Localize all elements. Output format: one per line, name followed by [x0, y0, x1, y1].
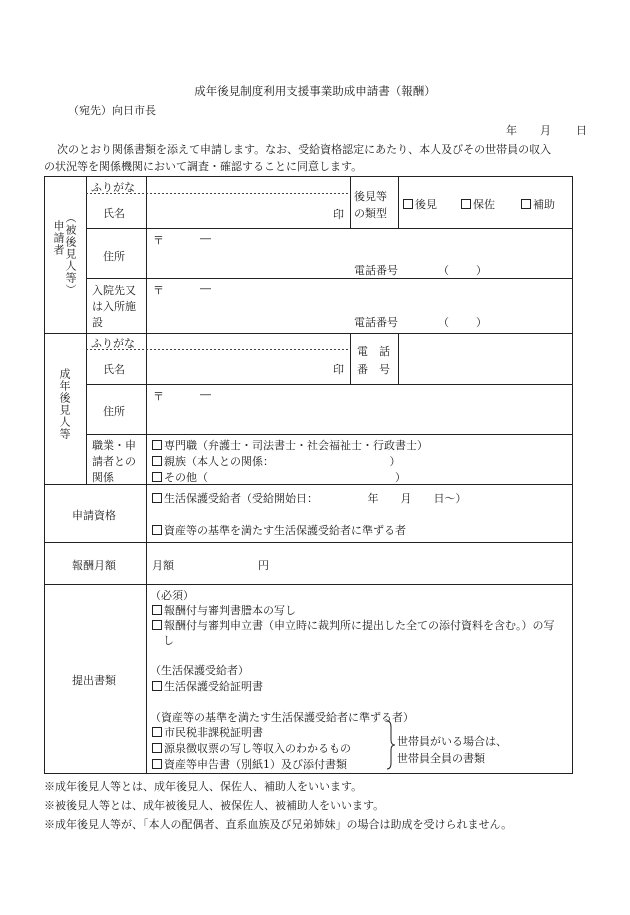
intro-line-2: の状況等を関係機関において調査・確認することに同意します。: [44, 160, 363, 173]
relation-label-1: 職業・申: [92, 439, 136, 452]
documents-equiv-item-3[interactable]: 資産等申告書（別紙1）及び添付書類: [152, 756, 347, 772]
guardian-postal-mark: 〒: [153, 390, 164, 403]
facility-label-1: 入院先又: [92, 284, 136, 297]
qualification-label: 申請資格: [72, 509, 116, 522]
checkbox[interactable]: [152, 759, 162, 769]
documents-required-item-1[interactable]: 報酬付与審判書謄本の写し: [152, 602, 296, 618]
relation-option-relative[interactable]: 親族（本人との関係： ）: [152, 453, 401, 469]
facility-label-3: 設: [92, 316, 103, 329]
facility-phone-label: 電話番号: [354, 316, 398, 329]
applicant-seal: 印: [333, 208, 344, 221]
checkbox[interactable]: [152, 493, 162, 503]
documents-required-heading: （必須）: [150, 589, 194, 602]
checkbox[interactable]: [152, 456, 162, 466]
documents-equiv-item-2[interactable]: 源泉徴収票の写し等収入のわかるもの: [152, 740, 351, 756]
guardian-furigana-label: ふりがな: [91, 337, 135, 350]
applicant-side-sub: （被後見人等）: [64, 212, 77, 296]
checkbox[interactable]: [152, 743, 162, 753]
fee-label: 報酬月額: [72, 559, 116, 572]
page-title: 成年後見制度利用支援事業助成申請書（報酬）: [194, 84, 436, 98]
applicant-side-label: 申請者: [52, 220, 65, 256]
facility-postal-mark: 〒: [153, 284, 164, 297]
relation-label-2: 請者との: [92, 455, 136, 468]
qualification-option-equivalent[interactable]: 資産等の基準を満たす生活保護受給者に準ずる者: [152, 522, 406, 538]
checkbox[interactable]: [152, 620, 162, 630]
category-label-2: の類型: [354, 207, 387, 220]
date-year: 年: [506, 124, 517, 137]
footnote-2: ※被後見人等とは、成年被後見人、被保佐人、被補助人をいいます。: [44, 799, 385, 812]
facility-postal-dash: ―: [200, 282, 211, 295]
category-option-guardian[interactable]: 後見: [403, 196, 437, 212]
facility-phone-close: ）: [476, 316, 487, 329]
relation-option-professional[interactable]: 専門職（弁護士・司法書士・社会福祉士・行政書士）: [152, 437, 428, 453]
category-label-1: 後見等: [354, 190, 387, 203]
fee-prefix: 月額: [152, 559, 174, 572]
guardian-phone-label-2: 番 号: [357, 363, 390, 376]
facility-label-2: は入所施: [92, 300, 136, 313]
relation-option-other[interactable]: その他（ ）: [152, 469, 406, 485]
documents-equiv-note-1: 世帯員がいる場合は、: [397, 735, 507, 748]
applicant-postal-dash: ―: [200, 232, 211, 245]
addressee: （宛先）向日市長: [68, 104, 156, 117]
documents-label: 提出書類: [72, 674, 116, 687]
documents-required-item-2[interactable]: 報酬付与審判申立書（申立時に裁判所に提出した全ての添付資料を含む。）の写: [152, 617, 555, 633]
guardian-seal: 印: [333, 363, 344, 376]
documents-welfare-item-1[interactable]: 生活保護受給証明書: [152, 678, 263, 694]
checkbox[interactable]: [403, 199, 413, 209]
applicant-postal-mark: 〒: [153, 234, 164, 247]
checkbox[interactable]: [521, 199, 531, 209]
applicant-furigana-label: ふりがな: [91, 181, 135, 194]
applicant-phone-label: 電話番号: [354, 264, 398, 277]
checkbox[interactable]: [152, 440, 162, 450]
checkbox[interactable]: [152, 605, 162, 615]
qualification-option-welfare[interactable]: 生活保護受給者（受給開始日： 年 月 日～）: [152, 490, 467, 506]
guardian-address-label: 住所: [103, 405, 125, 418]
documents-equiv-heading: （資産等の基準を満たす生活保護受給者に準ずる者）: [150, 711, 414, 724]
footnote-1: ※成年後見人等とは、成年後見人、保佐人、補助人をいいます。: [44, 780, 363, 793]
applicant-phone-close: ）: [476, 264, 487, 277]
applicant-name-label: 氏名: [103, 207, 125, 220]
footnote-3: ※成年後見人等が、「本人の配偶者、直系血族及び兄弟姉妹」の場合は助成を受けられません。: [44, 818, 513, 831]
checkbox[interactable]: [152, 681, 162, 691]
category-option-curator[interactable]: 保佐: [461, 196, 495, 212]
guardian-side-label: 成年後見人等: [58, 368, 71, 440]
intro-line-1: 次のとおり関係書類を添えて申請します。なお、受給資格認定にあたり、本人及びその世帯員の収入: [57, 143, 552, 156]
relation-label-3: 関係: [92, 471, 114, 484]
applicant-address-label: 住所: [103, 250, 125, 263]
date-day: 日: [576, 124, 587, 137]
category-option-assistant[interactable]: 補助: [521, 196, 555, 212]
checkbox[interactable]: [152, 727, 162, 737]
applicant-phone-open: （: [438, 264, 449, 277]
facility-phone-open: （: [438, 316, 449, 329]
checkbox[interactable]: [461, 199, 471, 209]
documents-equiv-item-1[interactable]: 市民税非課税証明書: [152, 724, 263, 740]
guardian-name-label: 氏名: [103, 363, 125, 376]
documents-required-item-2-cont: し: [163, 634, 174, 647]
checkbox[interactable]: [152, 472, 162, 482]
checkbox[interactable]: [152, 525, 162, 535]
documents-welfare-heading: （生活保護受給者）: [150, 664, 249, 677]
documents-equiv-note-2: 世帯員全員の書類: [397, 752, 485, 765]
date-month: 月: [540, 124, 551, 137]
guardian-postal-dash: ―: [200, 388, 211, 401]
guardian-phone-label-1: 電 話: [357, 345, 390, 358]
fee-unit: 円: [258, 559, 269, 572]
